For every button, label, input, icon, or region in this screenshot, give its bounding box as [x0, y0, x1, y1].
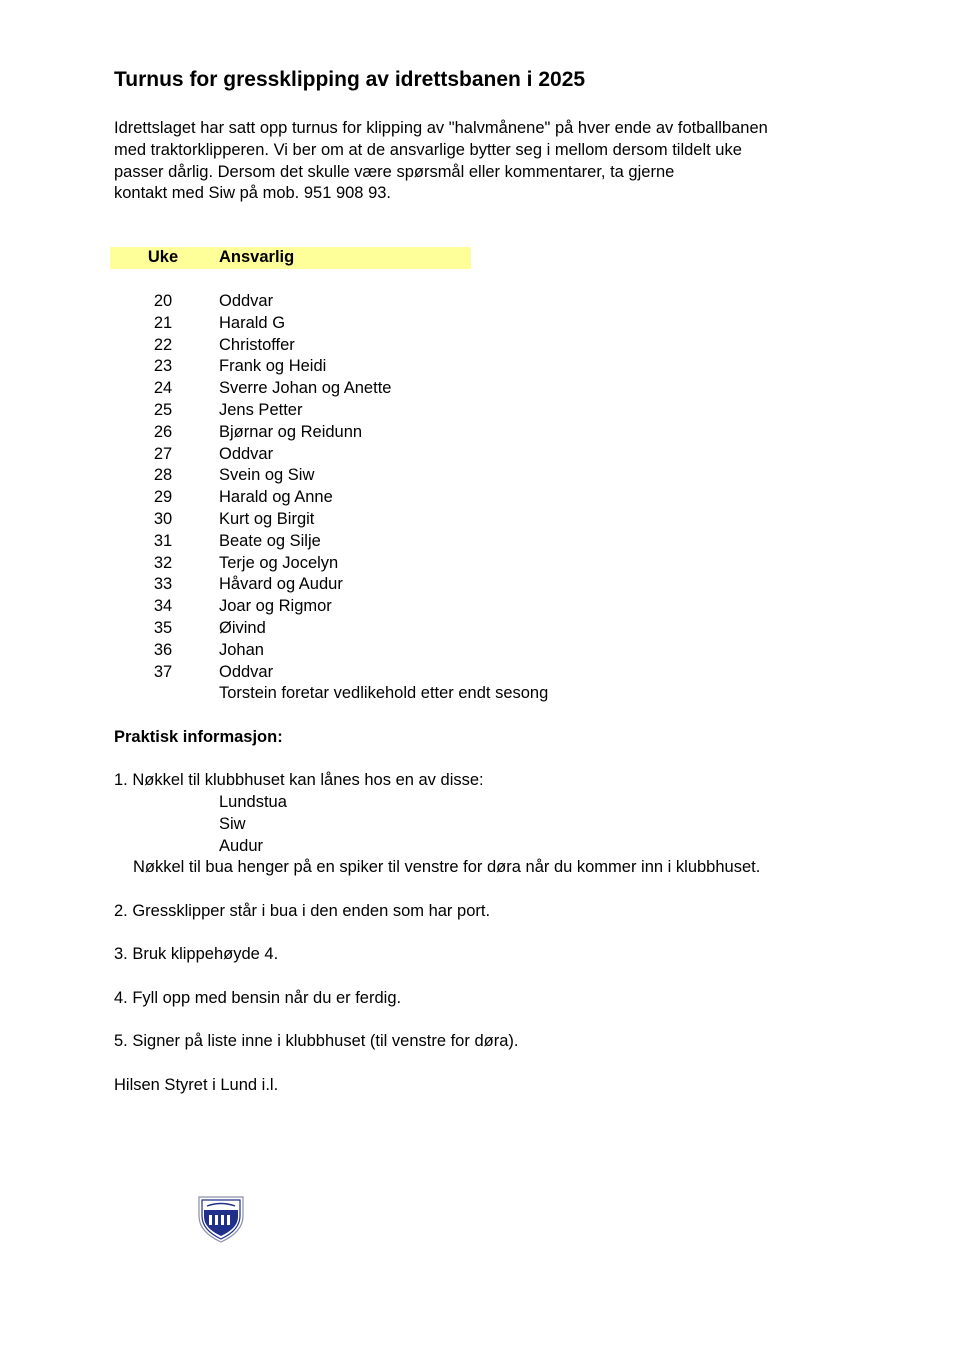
week-cell: 29 — [153, 488, 173, 507]
week-cell: 31 — [153, 531, 173, 550]
info-item-1: 1. Nøkkel til klubbhuset kan lånes hos en av disse: — [114, 771, 484, 789]
week-cell: 23 — [153, 357, 173, 376]
header-responsible: Ansvarlig — [219, 248, 295, 266]
key-holder: Lundstua — [219, 793, 287, 811]
responsible-cell: Kurt og Birgit — [219, 509, 315, 528]
responsible-cell: Oddvar — [219, 662, 274, 681]
week-cell: 32 — [153, 553, 173, 572]
week-cell: 30 — [153, 509, 173, 528]
responsible-cell: Øivind — [219, 618, 266, 637]
responsible-cell: Oddvar — [219, 444, 274, 463]
responsible-cell: Jens Petter — [219, 400, 303, 419]
signature: Hilsen Styret i Lund i.l. — [114, 1076, 279, 1094]
schedule-table-header — [110, 247, 471, 269]
responsible-cell: Harald og Anne — [219, 488, 333, 507]
responsible-cell: Oddvar — [219, 292, 274, 310]
responsible-cell: Frank og Heidi — [219, 357, 327, 376]
responsible-cell: Torstein foretar vedlikehold etter endt sesong — [219, 684, 549, 703]
responsible-cell: Joar og Rigmor — [219, 597, 332, 616]
week-cell: 26 — [153, 422, 173, 441]
intro-paragraph — [114, 118, 854, 205]
week-cell: 35 — [153, 618, 173, 637]
key-holder: Audur — [219, 837, 264, 855]
info-item-1-note: Nøkkel til bua henger på en spiker til venstre for døra når du kommer inn i klubbhuset. — [133, 858, 761, 876]
intro-line: passer dårlig. Dersom det skulle være spørsmål eller kommentarer, ta gjerne — [114, 162, 675, 181]
week-cell: 22 — [153, 335, 173, 354]
info-item-5: 5. Signer på liste inne i klubbhuset (til venstre for døra). — [114, 1032, 519, 1050]
header-week: Uke — [147, 248, 179, 266]
week-cell: 28 — [153, 466, 173, 485]
week-cell: 25 — [153, 400, 173, 419]
week-cell: 27 — [153, 444, 173, 463]
responsible-cell: Johan — [219, 640, 264, 659]
info-item-3: 3. Bruk klippehøyde 4. — [114, 945, 279, 963]
intro-line: kontakt med Siw på mob. 951 908 93. — [114, 184, 392, 203]
info-item-4: 4. Fyll opp med bensin når du er ferdig. — [114, 989, 402, 1007]
practical-heading: Praktisk informasjon: — [114, 728, 283, 746]
responsible-cell: Svein og Siw — [219, 466, 315, 485]
week-cell: 20 — [153, 292, 173, 310]
week-cell: 24 — [153, 379, 173, 398]
week-cell: 36 — [153, 640, 173, 659]
responsible-cell: Bjørnar og Reidunn — [219, 422, 363, 441]
intro-line: Idrettslaget har satt opp turnus for klipping av "halvmånene" på hver ende av fotballbanen — [114, 119, 768, 137]
week-cell: 34 — [153, 597, 173, 616]
responsible-cell: Christoffer — [219, 335, 295, 354]
week-cell: 33 — [153, 575, 173, 594]
responsible-cell: Harald G — [219, 313, 286, 332]
key-holder: Siw — [219, 815, 246, 833]
week-cell: 21 — [153, 313, 173, 332]
club-crest-icon — [195, 1192, 247, 1244]
page-title: Turnus for gressklipping av idrettsbanen i 2025 — [114, 68, 586, 91]
responsible-cell: Terje og Jocelyn — [219, 553, 339, 572]
responsible-cell: Håvard og Audur — [219, 575, 343, 594]
info-item-2: 2. Gressklipper står i bua i den enden som har port. — [114, 902, 491, 920]
intro-line: med traktorklipperen. Vi ber om at de ansvarlige bytter seg i mellom dersom tildelt uke — [114, 140, 742, 159]
responsible-cell: Beate og Silje — [219, 531, 321, 550]
responsible-cell: Sverre Johan og Anette — [219, 379, 392, 398]
week-cell: 37 — [153, 662, 173, 681]
